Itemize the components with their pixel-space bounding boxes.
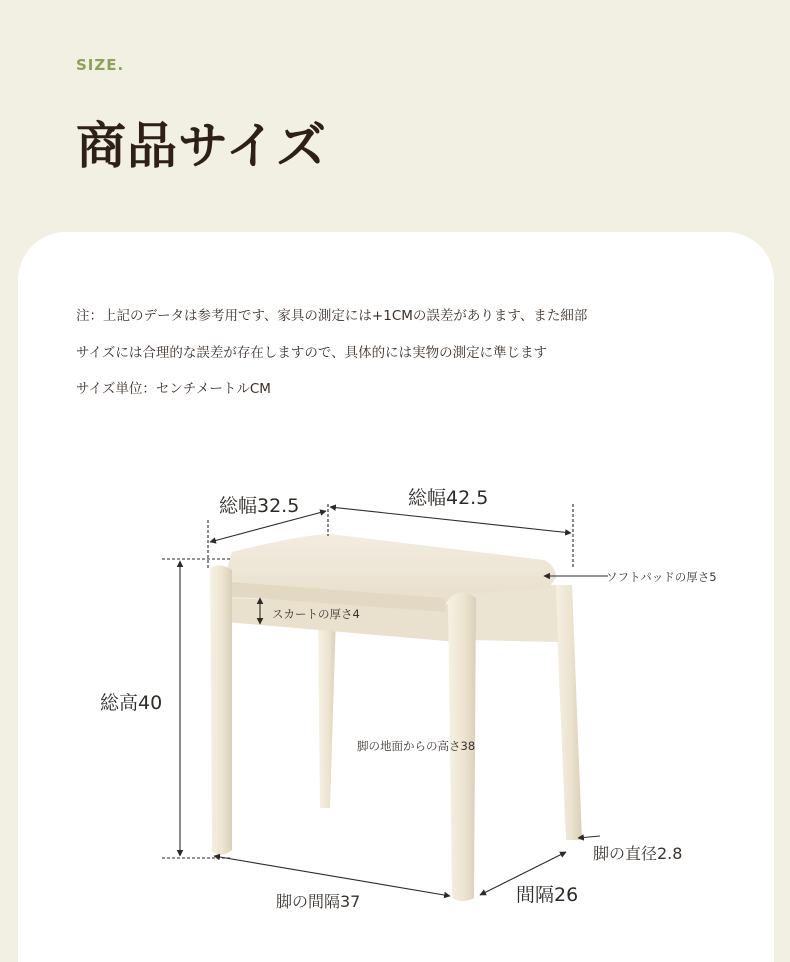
note-line-2: サイズには合理的な誤差が存在しますので、具体的には実物の測定に準じます — [76, 345, 548, 361]
leg-spacing-label: 脚の間隔37 — [276, 892, 361, 911]
leg-height-label: 脚の地面からの高さ38 — [357, 739, 476, 753]
leg-diameter-label: 脚の直径2.8 — [593, 844, 683, 863]
cushion-thickness-label: ソフトパッドの厚さ5 — [606, 570, 717, 584]
total-height-label: 総高40 — [100, 692, 163, 714]
page-title: 商品サイズ — [76, 117, 327, 175]
spacing-label: 間隔26 — [516, 884, 579, 906]
skirt-thickness-label: スカートの厚さ4 — [272, 607, 360, 621]
note-line-3: サイズ単位：センチメートルCM — [76, 381, 271, 397]
note-line-1: 注：上記のデータは参考用です、家具の測定には+1CMの誤差があります、また細部 — [76, 308, 588, 324]
width-label: 総幅42.5 — [408, 487, 489, 509]
size-label: SIZE. — [76, 56, 125, 74]
stool-illustration — [210, 534, 582, 901]
depth-label: 総幅32.5 — [219, 495, 300, 517]
